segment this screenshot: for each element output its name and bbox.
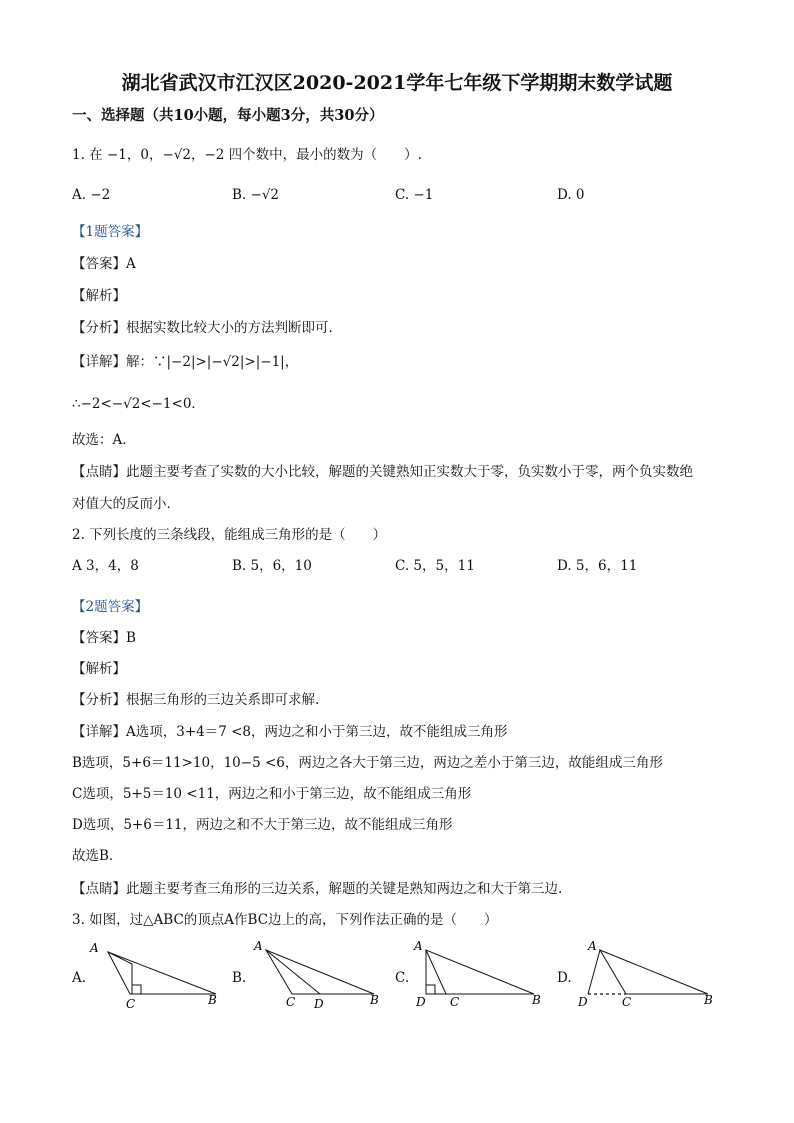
q3-option-d-label: D.: [557, 970, 572, 986]
q2-choose: 故选B．: [72, 848, 123, 864]
q2-option-d: D. 5，6，11: [557, 558, 638, 574]
section-heading: 一、选择题（共10小题，每小题3分，共30分）: [72, 107, 384, 124]
q2-fenxi: 【分析】根据三角形的三边关系即可求解.: [72, 692, 320, 708]
q3d-label-b: B: [704, 993, 713, 1007]
q3-option-a-label: A.: [72, 970, 87, 986]
q3b-label-a: A: [254, 939, 263, 953]
q1-choose: 故选：A．: [72, 432, 136, 448]
q3-figure-b: [252, 938, 392, 1010]
q3a-label-b: B: [208, 993, 217, 1007]
q2-analysis-label: 【解析】: [72, 661, 126, 677]
q2-detail-c: C选项，5+5＝10 <11，两边之和小于第三边，故不能组成三角形: [72, 786, 472, 802]
q3-option-b-label: B.: [232, 970, 247, 986]
q3a-label-c: C: [126, 997, 136, 1010]
q3d-label-c: C: [622, 995, 632, 1009]
q3-option-c-label: C.: [395, 970, 410, 986]
q3c-label-b: B: [532, 993, 541, 1007]
q3-figure-a: [86, 938, 226, 1010]
q3b-label-b: B: [370, 993, 379, 1007]
q3b-label-d: D: [314, 997, 324, 1010]
q3a-label-a: A: [90, 941, 99, 955]
q3-figure-c: [410, 938, 550, 1010]
q3c-label-a: A: [414, 939, 423, 953]
q2-detail-a: 【详解】A选项，3+4＝7 <8，两边之和小于第三边，故不能组成三角形: [72, 724, 508, 740]
q2-comment: 【点睛】此题主要考查三角形的三边关系，解题的关键是熟知两边之和大于第三边.: [72, 881, 563, 897]
q2-stem: 2. 下列长度的三条线段，能组成三角形的是（ ）: [72, 527, 387, 543]
q3b-label-c: C: [286, 995, 296, 1009]
q1-comment-line2: 对值大的反而小．: [72, 496, 180, 512]
q3c-label-c: C: [450, 995, 460, 1009]
q3d-label-d: D: [578, 995, 588, 1009]
q1-answer-header: 【1题答案】: [72, 224, 149, 240]
q2-detail-d: D选项，5+6＝11，两边之和不大于第三边，故不能组成三角形: [72, 817, 453, 833]
q1-step: ∴−2<−√2<−1<0．: [72, 396, 205, 412]
q1-option-d: D. 0: [557, 187, 585, 203]
q2-option-b: B. 5，6，10: [232, 558, 312, 574]
q1-option-c: C. −1: [395, 187, 434, 203]
q1-stem: 1. 在 −1，0，−√2，−2 四个数中，最小的数为（ ）.: [72, 147, 422, 163]
q3c-label-d: D: [416, 995, 426, 1009]
q2-option-a: A 3，4，8: [72, 558, 139, 574]
q2-answer: 【答案】B: [72, 630, 136, 646]
q1-option-a: A. −2: [72, 187, 111, 203]
q2-answer-header: 【2题答案】: [72, 599, 149, 615]
q2-option-c: C. 5，5，11: [395, 558, 475, 574]
q1-fenxi: 【分析】根据实数比较大小的方法判断即可．: [72, 320, 342, 336]
q3-figure-d: [572, 938, 722, 1010]
q2-detail-b: B选项，5+6＝11>10，10−5 <6，两边之各大于第三边，两边之差小于第三边，故能组成三角形: [72, 755, 663, 771]
q3-stem: 3. 如图，过△ABC的顶点A作BC边上的高，下列作法正确的是（ ）: [72, 912, 498, 928]
q1-option-b: B. −√2: [232, 187, 280, 203]
page-title: 湖北省武汉市江汉区2020-2021学年七年级下学期期末数学试题: [121, 72, 673, 94]
q1-analysis-label: 【解析】: [72, 288, 126, 304]
q3d-label-a: A: [588, 939, 597, 953]
q1-answer: 【答案】A: [72, 256, 136, 272]
q1-detail: 【详解】解：∵|−2|>|−√2|>|−1|，: [72, 354, 299, 370]
q1-comment-line1: 【点睛】此题主要考查了实数的大小比较，解题的关键熟知正实数大于零，负实数小于零，两个负实数绝: [72, 464, 693, 480]
